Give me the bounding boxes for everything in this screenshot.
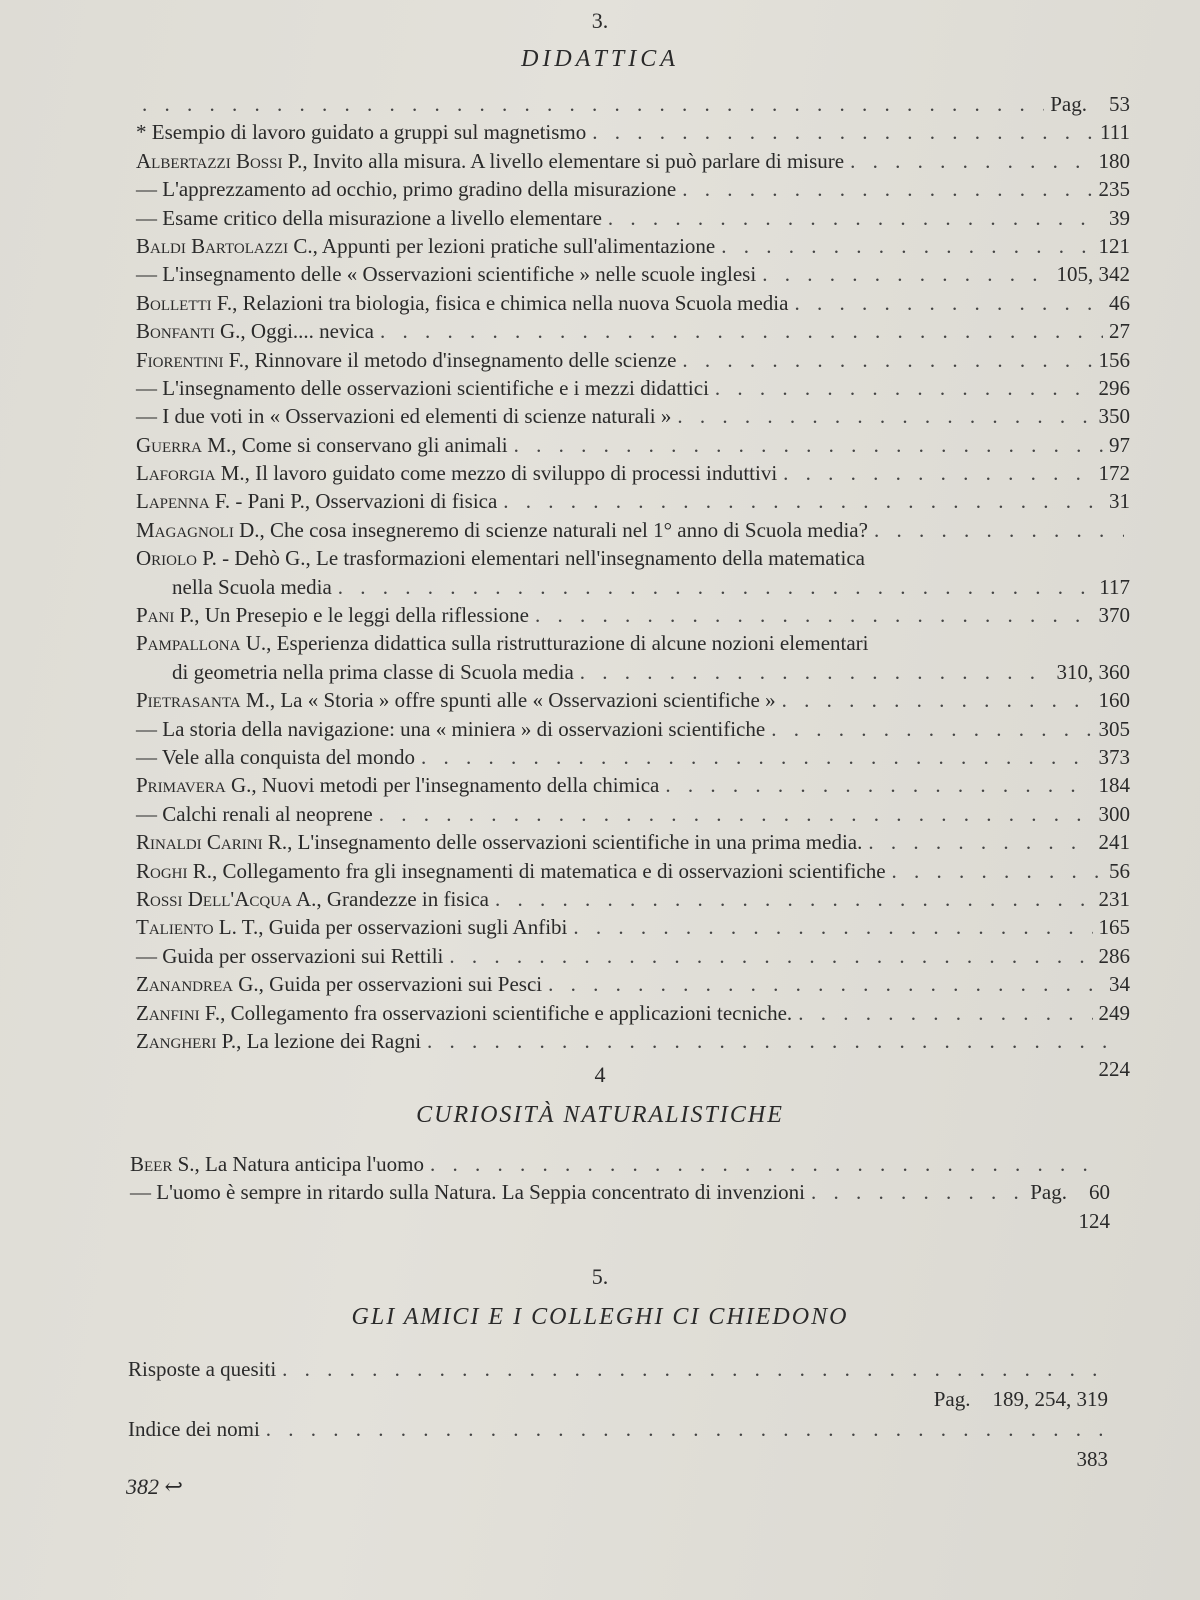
entry-text <box>136 459 777 487</box>
page-ref: 231 <box>1098 886 1130 911</box>
entry-prefix: — L'uomo è sempre in ritardo sulla Natura. La Seppia concentrato di invenzioni <box>130 1180 805 1205</box>
leader-dots <box>782 686 1093 714</box>
leader-dots <box>771 715 1092 743</box>
leader-dots <box>338 573 1093 601</box>
entry-author: Baldi Bartolazzi <box>136 233 289 258</box>
leader-dots <box>783 459 1092 487</box>
index-entry <box>136 686 1130 714</box>
index-entry <box>130 1207 1110 1235</box>
entry-title: S., La Natura anticipa l'uomo <box>172 1152 424 1176</box>
entry-text <box>136 118 586 146</box>
index-entry <box>136 402 1130 430</box>
page-ref: 224 <box>1098 1057 1130 1082</box>
leader-dots <box>282 1354 1102 1384</box>
page-ref: 241 <box>1098 830 1130 855</box>
leader-dots <box>449 942 1092 970</box>
leader-dots <box>495 885 1093 913</box>
entry-title: P., Invito alla misura. A livello elementare si può parlare di misure <box>282 148 845 173</box>
entry-author: Lapenna <box>136 489 210 514</box>
section-number-4: 4 <box>594 1062 606 1087</box>
leader-dots <box>421 743 1093 771</box>
page-ref: 305 <box>1098 716 1130 741</box>
index-entry <box>130 1150 1110 1178</box>
entry-author: Beer <box>130 1152 173 1176</box>
page-ref: 34 <box>1109 972 1130 997</box>
entry-title: U., Esperienza didattica sulla ristrutturazione di alcune nozioni elementari <box>240 631 869 656</box>
entry-title: F. - Pani P., Osservazioni di fisica <box>209 489 498 514</box>
leader-dots <box>608 204 1103 232</box>
index-entry <box>136 942 1130 970</box>
entry-text <box>136 913 567 941</box>
leader-dots <box>682 346 1092 374</box>
entry-text <box>136 885 489 913</box>
page-ref: 97 <box>1109 432 1130 457</box>
leader-dots <box>721 232 1092 260</box>
entry-title: P. - Dehò G., Le trasformazioni elementari nell'insegnamento della matematica <box>197 546 865 571</box>
entry-text <box>136 544 865 572</box>
didattica-entries <box>136 90 1130 1084</box>
page-ref: 370 <box>1098 603 1130 628</box>
entry-text <box>136 629 869 657</box>
index-entry <box>128 1444 1108 1474</box>
index-entry <box>136 601 1130 629</box>
entry-title: L. T., Guida per osservazioni sugli Anfibi <box>213 915 568 940</box>
leader-dots <box>142 90 1044 118</box>
entry-title: G., Oggi.... nevica <box>214 319 374 344</box>
section-number-5: 5. <box>591 1264 609 1289</box>
entry-prefix: — L'insegnamento delle osservazioni scientifiche e i mezzi didattici <box>136 375 709 400</box>
index-entry <box>136 289 1130 317</box>
entry-title: F., Rinnovare il metodo d'insegnamento delle scienze <box>223 347 677 372</box>
page-ref: 111 <box>1100 120 1130 145</box>
index-entry <box>136 317 1130 345</box>
page-ref: 160 <box>1098 688 1130 713</box>
leader-dots <box>868 828 1092 856</box>
leader-dots <box>811 1178 1024 1206</box>
page-ref: 39 <box>1109 205 1130 230</box>
entry-text <box>136 175 676 203</box>
index-entry <box>136 743 1130 771</box>
entry-prefix: — Calchi renali al neoprene <box>136 801 373 826</box>
entry-title: R., L'insegnamento delle osservazioni scientifiche in una prima media. <box>262 830 863 855</box>
index-entry <box>136 147 1130 175</box>
entry-title: M., La « Storia » offre spunti alle « Osservazioni scientifiche » <box>240 688 776 713</box>
index-entry <box>136 118 1130 146</box>
entry-author: Bonfanti <box>136 319 215 344</box>
entry-title: M., Il lavoro guidato come mezzo di sviluppo di processi induttivi <box>215 461 778 486</box>
leader-dots <box>798 999 1092 1027</box>
entry-prefix: * Esempio di lavoro guidato a gruppi sul magnetismo <box>136 120 587 145</box>
entry-author: Pietrasanta <box>136 688 241 713</box>
entry-prefix: — L'insegnamento delle « Osservazioni scientifiche » nelle scuole inglesi <box>136 262 757 287</box>
page-ref: 184 <box>1098 773 1130 798</box>
page-ref: 121 <box>1098 233 1130 258</box>
index-entry <box>136 204 1130 232</box>
entry-prefix: Indice dei nomi <box>128 1417 260 1441</box>
entry-title: R., Collegamento fra gli insegnamenti di matematica e di osservazioni scientifiche <box>187 858 886 883</box>
leader-dots <box>665 771 1092 799</box>
entry-text <box>136 658 574 686</box>
entry-author: Zangheri <box>136 1028 217 1053</box>
index-entry <box>136 999 1130 1027</box>
index-entry <box>136 516 1130 544</box>
entry-text <box>136 346 676 374</box>
page-ref: 60 <box>1089 1180 1110 1205</box>
entry-title: G., Guida per osservazioni sui Pesci <box>233 972 543 997</box>
leader-dots <box>548 970 1103 998</box>
entry-text <box>136 999 792 1027</box>
entry-text <box>136 402 671 430</box>
page-number: 382 ↩ <box>126 1474 183 1499</box>
entry-prefix: Risposte a quesiti <box>128 1357 277 1381</box>
index-entry <box>136 1027 1130 1055</box>
entry-author: Rossi Dell'Acqua <box>136 886 292 911</box>
entry-title: F., Relazioni tra biologia, fisica e chimica nella nuova Scuola media <box>211 290 789 315</box>
entry-text <box>136 317 374 345</box>
entry-author: Magagnoli <box>136 517 234 542</box>
entry-text <box>130 1150 424 1178</box>
entry-text <box>136 147 844 175</box>
page-label: Pag. <box>1030 1180 1067 1205</box>
index-entry <box>130 1178 1110 1206</box>
entry-author: Pani <box>136 603 175 628</box>
entry-prefix: — L'apprezzamento ad occhio, primo gradino della misurazione <box>136 177 677 202</box>
entry-author: Rinaldi Carini <box>136 830 263 855</box>
index-entry <box>136 913 1130 941</box>
index-entry <box>136 658 1130 686</box>
section-number-3: 3. <box>591 8 609 33</box>
leader-dots <box>794 289 1103 317</box>
leader-dots <box>892 857 1103 885</box>
page-ref: 300 <box>1098 801 1130 826</box>
entry-text <box>136 232 715 260</box>
entry-author: Roghi <box>136 858 188 883</box>
entry-text <box>136 686 776 714</box>
curiosita-entries <box>130 1150 1110 1235</box>
entry-text <box>136 374 709 402</box>
entry-author: Laforgia <box>136 461 216 486</box>
page-ref: 180 <box>1098 148 1130 173</box>
entry-text <box>128 1414 260 1444</box>
entry-text <box>136 743 415 771</box>
index-entry <box>136 885 1130 913</box>
entry-prefix: di geometria nella prima classe di Scuola media <box>172 659 574 684</box>
entry-title: P., La lezione dei Ragni <box>216 1028 422 1053</box>
index-entry <box>136 431 1130 459</box>
entry-author: Primavera <box>136 773 226 798</box>
index-entry <box>136 828 1130 856</box>
entry-text <box>136 715 765 743</box>
leader-dots <box>266 1414 1102 1444</box>
index-entry <box>136 629 1130 657</box>
entry-title: P., Un Presepio e le leggi della riflessione <box>174 603 529 628</box>
entry-text <box>136 828 862 856</box>
index-entry <box>128 1354 1108 1384</box>
page-ref: 31 <box>1109 489 1130 514</box>
leader-dots <box>682 175 1092 203</box>
index-entry <box>136 857 1130 885</box>
entry-author: Albertazzi Bossi <box>136 148 283 173</box>
entry-author: Bolletti <box>136 290 212 315</box>
entry-author: Zanandrea <box>136 972 233 997</box>
entry-text <box>136 601 529 629</box>
entry-text <box>136 573 332 601</box>
index-entry <box>136 374 1130 402</box>
page-label: Pag. <box>1050 92 1087 116</box>
entry-prefix: nella Scuola media <box>172 574 332 599</box>
entry-title: M., Come si conservano gli animali <box>202 432 508 457</box>
leader-dots <box>580 658 1051 686</box>
entry-text <box>136 942 443 970</box>
entry-text <box>136 289 788 317</box>
entry-title: G., Nuovi metodi per l'insegnamento della chimica <box>225 773 660 798</box>
section-title-amici: GLI AMICI E I COLLEGHI CI CHIEDONO <box>351 1304 849 1330</box>
leader-dots <box>379 800 1093 828</box>
page-ref: 165 <box>1098 915 1130 940</box>
leader-dots <box>427 1027 1124 1055</box>
entry-text <box>136 516 868 544</box>
index-entry <box>128 1414 1108 1444</box>
index-entry <box>136 544 1130 572</box>
entry-author: Zanfini <box>136 1000 200 1025</box>
entry-author: Pampallona <box>136 631 241 656</box>
entry-prefix: — I due voti in « Osservazioni ed elementi di scienze naturali » <box>136 404 672 429</box>
index-entry <box>136 800 1130 828</box>
entry-title: A., Grandezze in fisica <box>291 886 489 911</box>
leader-dots <box>535 601 1093 629</box>
entry-author: Guerra <box>136 432 203 457</box>
entry-text <box>136 970 542 998</box>
index-entry <box>136 573 1130 601</box>
page-ref: 286 <box>1098 943 1130 968</box>
index-entry <box>136 459 1130 487</box>
page-ref: 350 <box>1098 404 1130 429</box>
entry-text <box>136 857 886 885</box>
entry-author: Taliento <box>136 915 214 940</box>
index-entry <box>136 232 1130 260</box>
index-entry <box>136 90 1130 118</box>
page-ref: 189, 254, 319 <box>992 1387 1108 1411</box>
leader-dots <box>503 487 1103 515</box>
page-ref: 124 <box>1078 1208 1110 1233</box>
entry-text <box>128 1354 276 1384</box>
entry-title: C., Appunti per lezioni pratiche sull'alimentazione <box>288 233 716 258</box>
entry-author: Oriolo <box>136 546 197 571</box>
leader-dots <box>573 913 1092 941</box>
page-ref: 156 <box>1098 347 1130 372</box>
page-ref: 249 <box>1098 1000 1130 1025</box>
entry-prefix: — Esame critico della misurazione a livello elementare <box>136 205 602 230</box>
leader-dots <box>762 260 1050 288</box>
entry-text <box>136 771 659 799</box>
page-ref: 373 <box>1098 744 1130 769</box>
index-entry <box>136 260 1130 288</box>
entry-prefix: — Guida per osservazioni sui Rettili <box>136 943 444 968</box>
index-entry <box>136 487 1130 515</box>
page-ref: 172 <box>1098 461 1130 486</box>
page-ref: 383 <box>1076 1447 1108 1471</box>
leader-dots <box>677 402 1092 430</box>
page-ref: 46 <box>1109 290 1130 315</box>
page-label: Pag. <box>933 1387 971 1411</box>
page-ref: 235 <box>1098 177 1130 202</box>
index-entry <box>136 175 1130 203</box>
index-entry <box>136 346 1130 374</box>
entry-text <box>136 1027 421 1055</box>
leader-dots <box>850 147 1092 175</box>
entry-text <box>136 800 373 828</box>
index-entry <box>136 715 1130 743</box>
amici-entries <box>128 1354 1108 1474</box>
entry-text <box>136 260 756 288</box>
leader-dots <box>430 1150 1104 1178</box>
section-title-didattica: DIDATTICA <box>521 46 679 72</box>
entry-prefix: — La storia della navigazione: una « miniera » di osservazioni scientifiche <box>136 716 766 741</box>
entry-prefix: — Vele alla conquista del mondo <box>136 744 415 769</box>
page-ref: 296 <box>1098 375 1130 400</box>
page-ref: 105, 342 <box>1056 262 1130 287</box>
entry-text <box>136 487 497 515</box>
leader-dots <box>874 516 1124 544</box>
entry-title: D., Che cosa insegneremo di scienze naturali nel 1° anno di Scuola media? <box>233 517 868 542</box>
leader-dots <box>592 118 1094 146</box>
page-ref: 310, 360 <box>1056 659 1130 684</box>
leader-dots <box>715 374 1093 402</box>
page-ref: 56 <box>1109 858 1130 883</box>
page-ref: 27 <box>1109 319 1130 344</box>
index-entry <box>136 970 1130 998</box>
index-entry <box>136 771 1130 799</box>
entry-title: F., Collegamento fra osservazioni scientifiche e applicazioni tecniche. <box>199 1000 793 1025</box>
entry-text <box>136 204 602 232</box>
entry-text <box>136 431 508 459</box>
entry-text <box>130 1178 805 1206</box>
entry-author: Fiorentini <box>136 347 224 372</box>
page-ref: 53 <box>1109 92 1130 116</box>
leader-dots <box>380 317 1103 345</box>
page-ref: 117 <box>1099 574 1130 599</box>
section-title-curiosita: CURIOSITÀ NATURALISTICHE <box>416 1102 784 1128</box>
index-entry <box>128 1384 1108 1414</box>
leader-dots <box>514 431 1103 459</box>
